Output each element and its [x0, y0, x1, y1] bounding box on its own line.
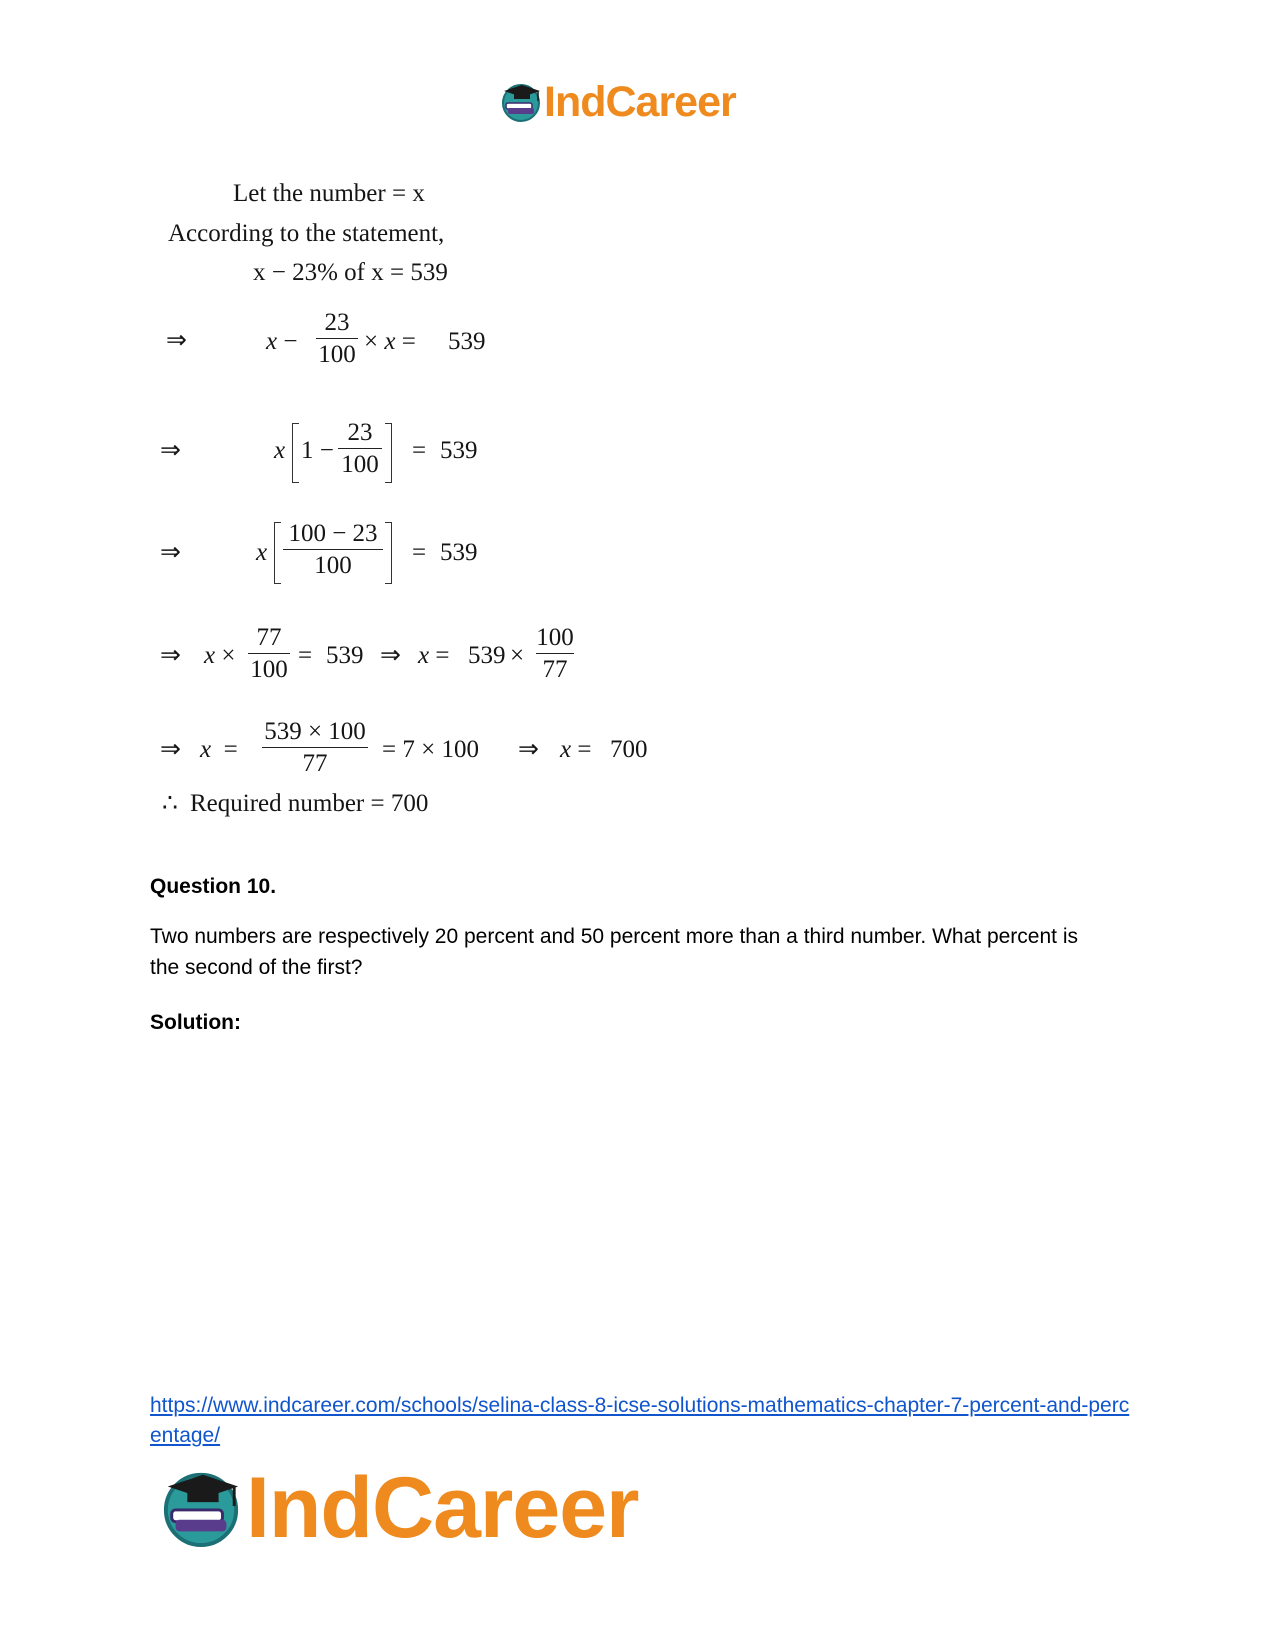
left-bracket [274, 522, 281, 584]
fraction-23-over-100 [316, 310, 358, 367]
fraction-23-over-100 [338, 420, 382, 477]
left-bracket [292, 423, 299, 483]
math-term: x = [560, 736, 592, 763]
math-term: x = [200, 736, 238, 763]
math-term: × x = [364, 328, 416, 355]
implies-symbol: ⇒ [380, 642, 401, 669]
math-term: = [298, 642, 313, 669]
numerator: 77 [256, 624, 282, 651]
implies-symbol: ⇒ [160, 642, 181, 669]
header-logo [500, 78, 736, 126]
math-term: × [510, 642, 525, 669]
math-term: x × [204, 642, 236, 669]
numerator: 23 [347, 419, 373, 446]
math-value: 539 [448, 328, 486, 355]
math-term: = [412, 539, 427, 566]
brand-wordmark: IndCareer [544, 78, 736, 126]
denominator: 100 [314, 552, 352, 579]
fraction-77-over-100 [283, 521, 383, 578]
fraction-77-over-100 [248, 625, 290, 682]
numerator: 23 [324, 309, 350, 336]
right-bracket [385, 423, 392, 483]
brand-wordmark: IndCareer [246, 1460, 639, 1556]
math-term: x [256, 539, 268, 566]
fraction-539x100-over-77 [262, 719, 368, 776]
implies-symbol: ⇒ [518, 736, 539, 763]
math-value: 539 [440, 437, 478, 464]
math-term: = [412, 437, 427, 464]
denominator: 100 [318, 341, 356, 368]
math-term: x − [266, 328, 298, 355]
math-term: 1 − [301, 437, 334, 464]
math-line-3: x − 23% of x = 539 [253, 259, 448, 286]
implies-symbol: ⇒ [160, 736, 181, 763]
question-title: Question 10. [150, 875, 277, 898]
math-value: 539 [440, 539, 478, 566]
math-term: = 7 × 100 [382, 736, 479, 763]
conclusion-line: Required number = 700 [190, 790, 429, 817]
math-line-1: Let the number = x [233, 180, 425, 207]
denominator: 77 [542, 656, 568, 683]
math-value: 700 [610, 736, 648, 763]
graduation-cap-books-globe-icon [500, 81, 542, 123]
math-value: 539 [468, 642, 506, 669]
footer-logo [160, 1462, 639, 1554]
math-value: 539 [326, 642, 364, 669]
implies-symbol: ⇒ [166, 327, 187, 354]
math-term: x = [418, 642, 450, 669]
question-text: Two numbers are respectively 20 percent and 50 percent more than a third number. What percent is the second of the first? [150, 925, 1078, 979]
numerator: 539 × 100 [264, 718, 366, 745]
denominator: 100 [341, 451, 379, 478]
denominator: 100 [250, 656, 288, 683]
solution-label: Solution: [150, 1011, 241, 1034]
fraction-100-over-77 [536, 625, 574, 682]
denominator: 77 [302, 750, 328, 777]
implies-symbol: ⇒ [160, 539, 181, 566]
graduation-cap-books-globe-icon [160, 1467, 242, 1549]
math-term: x [274, 437, 286, 464]
math-line-2: According to the statement, [168, 220, 445, 247]
therefore-symbol: ∴ [162, 790, 178, 817]
numerator: 100 [536, 624, 574, 651]
source-link[interactable]: https://www.indcareer.com/schools/selina-class-8-icse-solutions-mathematics-chapter-7-percent-and-percentage/ [150, 1394, 1130, 1447]
numerator: 100 − 23 [288, 520, 378, 547]
implies-symbol: ⇒ [160, 437, 181, 464]
right-bracket [385, 522, 392, 584]
